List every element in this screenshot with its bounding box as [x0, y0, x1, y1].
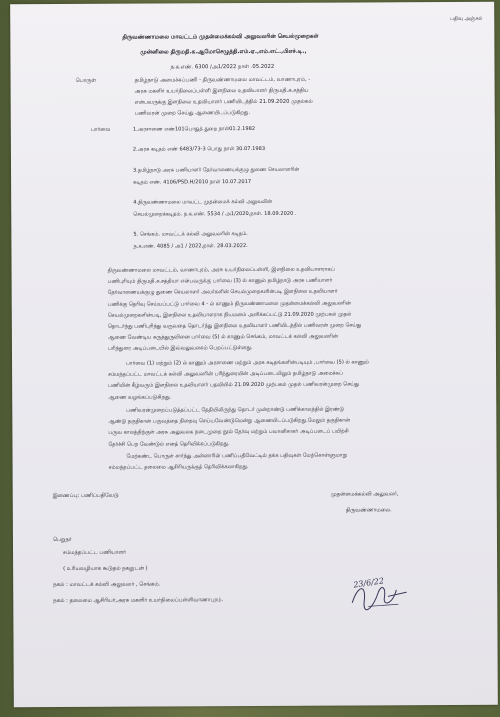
body-paragraph-1 [108, 264, 488, 356]
body-line: ஆணை வழங்கப்படுகிறது. [108, 394, 172, 401]
body-paragraph-2 [108, 357, 488, 404]
copy-line: நகல் : மாவட்டக் கல்வி அலுவலர் , செங்கம். [53, 581, 161, 589]
subject-line: என்பவருக்கு இளநிலை உதவியாளர் பணியிடத்தில் 21.09.2020 முதல்கல் [134, 98, 313, 106]
body-line: திருவண்ணாமலை மாவட்டம், வாணாபுரம், அரசு உயர்நிலைப்பள்ளி, இளநிலை உதவியாளராகப் [107, 266, 335, 274]
reference-number: ந.க.எண். 6300 /அ1/2022 நாள் .05.2022 [170, 63, 275, 71]
header-officer: முன்னிலை திருமதி.க.ஆமோசெழுத்தி.எம்.ஏ.,எம்.எட்.,பிஎச்.டி., [140, 48, 307, 56]
references-label: பார்வை [90, 126, 111, 133]
signatory-place: திருவண்ணாமலை. [345, 507, 392, 514]
body-line: சம்மந்தப்பட்ட தலைமை ஆசிரியருக்குத் தெரிவிக்கலாகிறது. [108, 464, 249, 471]
body-line: பணிவரன்முறைப்படுத்தப்பட்ட தேதியிலிருந்து தொடர் முன்றாண்டு பணிக்காலத்தில் இரண்டு [126, 406, 344, 414]
body-line: ஆண்டு தகுதிகான் பருவத்தை நிறைவு செய்யவேண்டுமென்று ஆணையிடப்படுகிறது.மேலும் தகுதிகான் [108, 417, 351, 425]
header-title: திருவண்ணாமலை மாவட்டம் முதன்மைக்கல்வி அலுவலரின் செயல்முறைகள் [122, 33, 319, 41]
reference-item: 4.திருவண்ணாமலை மாவட்ட முதன்மைக் கல்வி அலுவலின் [133, 198, 273, 206]
body-paragraph-4 [109, 450, 489, 474]
subject-line: தமிழ்நாடு அமைச்சுப்பணி - திருவண்ணாமலை மாவட்டம், வாணாபுரம், - [134, 76, 311, 84]
reference-item: 1.அரசாணை எண்101பொதுத் துறை நாள்01.2.1982 [132, 125, 256, 133]
recipient-label: பெறுநர் [52, 536, 72, 544]
body-paragraph-3 [108, 404, 488, 451]
subject-label: பொருள் [75, 77, 97, 84]
body-line: தேர்ச்சி பெற வேண்டும் எனத் தெரிவிக்கப்படுகிறது. [108, 440, 230, 448]
reference-item: ந.க.எண். 4085 / அ1 / 2022,நாள். 28.03.2022. [133, 243, 248, 250]
body-line: ஆணை வேண்டிய கருத்துருவினை பார்வை (5) ல் காணும் செங்கம், மாவட்டக் கல்வி அலுவலரின் [107, 333, 338, 341]
copy-label: பதிவு அஞ்சல் [450, 15, 483, 22]
body-line: பணிக்கு தெரிவு செய்யப்பட்டு பார்வை 4 - ல் காணும் திருவண்ணாமலை முதன்மைக்கல்வி அலுவலரின் [107, 300, 351, 308]
body-line: பரிந்துரை அடிப்படையில் இவ்வலுவலகம் பெறப்பட்டுள்ளது. [107, 345, 253, 353]
reference-item: 5. செங்கம். மாவட்டக் கல்வி அலுவலரின் கடிதம். [133, 231, 248, 238]
document-page [10, 2, 498, 708]
body-line: தொடர்ந்து பணிபுரிந்து வருவதை தொடர்ந்து இளநிலை உதவியாளர் பணியிடத்தில் பணிவரன் முறை செய்து [107, 322, 362, 330]
reference-item: கடிதம் எண். 4106/PSD.H/2010 நாள் 10.07.2017 [133, 179, 252, 186]
body-line: சம்மந்தப்பட்ட மாவட்டக் கல்வி அலுவலரின் பரிந்துரையின் அடிப்படையிலும் தமிழ்நாடு அமைச்சுப் [108, 370, 343, 378]
body-line: பார்வை (1) மற்றும் (2) ல் காணும் அரசாணை மற்றும் அரசு கடிதங்களின்படியும் ,பார்வை (5) ல் காணும் [126, 359, 369, 367]
body-line: மேற்கண்ட பொருள் சார்ந்து அன்னாரின் பணிப்பதிவேட்டில் தக்க பதிவுகள் மேற்கொள்ளுமாறு [126, 452, 347, 460]
subject-line: அரசு மகளிர் உயர்நிலைப்பள்ளி இளநிலை உதவியாளர் திருமதி.க.சத்திய [134, 87, 309, 95]
enclosure: இணைப்பு: பணிப்பதிவேடு [52, 492, 119, 500]
recipient-name: சம்மந்தப்பட்ட பணியாளர் [63, 549, 127, 557]
signatory-title: முதன்மைக்கல்வி அலுவலர், [330, 491, 399, 498]
body-line: பருவ காலத்திற்குள் அரசு அலுவலக நடைமுறை நூல் தேர்வு மற்றும் பவானிசாகர் அடிப்படைப் பயிற்சி [108, 428, 349, 437]
reference-item: செயல்முறைக்கடிதம். ந.க.எண். 5534 / அ1/2020,நாள். 18.09.2020 . [133, 210, 297, 218]
recipient-via: ( உரியவழியாக கூடுதல் நகலுடன் ) [63, 565, 148, 573]
copy-line: நகல் : தலைமை ஆசிரியர்,அரசு மகளிர் உயர்நிலைப்பள்ளிவாணாபுரம். [53, 597, 224, 605]
handwritten-date: 23/6/22 [352, 576, 385, 590]
subject-line: பணிவரன் முறை செய்து ஆணையிடப்படுகிறது. [134, 110, 251, 117]
body-line: பணிபுரியும் திருமதி.க.சத்தியா என்பவருக்கு பார்வை (3) ல் காணும் தமிழ்நாடு அரசு பணியாளர் [107, 277, 333, 285]
body-line: பணியின் கீழ்வரும் இளநிலை உதவியாளர் பதவியில் 21.09.2020 முற்பகல் முதல் பணிவரன்முறை செய்து [108, 381, 360, 390]
reference-item: 3.தமிழ்நாடு அரசு பணியாளர் தேர்வாணையக்குழு துணை செயலாளரின் [133, 166, 300, 174]
body-line: தேர்வாணையக்குழு துணை செயலாளர் அவர்களின் செயல்முறைகளின்படி இளநிலை உதவியாளர் [107, 288, 338, 297]
reference-item: 2.அரசு கடிதம் எண் 6483/73-3 பொது நாள் 30.07.1983 [132, 145, 266, 153]
body-line: செயல்முறைகளின்படி, இளநிலை உதவியாளராக நியமனம் அளிக்கப்பட்டு 21.09.2020 முற்பகல் முதல் [107, 311, 352, 319]
